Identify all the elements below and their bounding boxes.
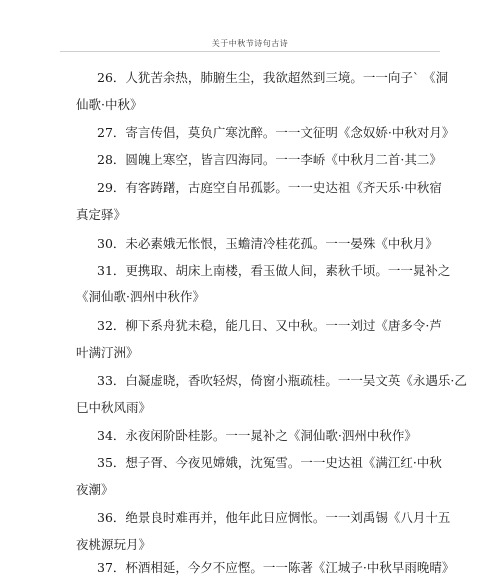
page-header-title: 关于中秋节诗句古诗 xyxy=(211,39,289,48)
poem-line-27: 27．寄言传倡，莫负广寒沈醉。一一文征明《念奴娇·中秋对月》 xyxy=(97,125,455,140)
header-divider xyxy=(60,51,440,52)
poem-line-33b: 巳中秋风雨》 xyxy=(76,400,152,415)
poem-line-26a: 26．人犹苦余热，肺腑生尘，我欲超然到三境。一一向子` 《洞 xyxy=(97,70,449,85)
poem-line-32b: 叶满汀洲》 xyxy=(76,345,139,360)
poem-line-35b: 夜潮》 xyxy=(76,482,114,497)
poem-line-26b: 仙歌·中秋》 xyxy=(76,97,143,112)
poem-line-36b: 夜桃源玩月》 xyxy=(76,537,152,552)
poem-line-29b: 真定驿》 xyxy=(76,207,127,222)
poem-line-34: 34．永夜闲阶卧桂影。一一晁补之《洞仙歌·泗州中秋作》 xyxy=(97,428,417,443)
poem-line-36a: 36．绝景良时难再并，他年此日应惆怅。一一刘禹锡《八月十五 xyxy=(97,510,451,525)
poem-line-32a: 32．柳下系舟犹未稳，能几日、又中秋。一一刘过《唐多令·芦 xyxy=(97,318,442,333)
poem-line-30: 30．未必素娥无怅恨，玉蟾清冷桂花孤。一一晏殊《中秋月》 xyxy=(97,236,438,251)
poem-line-28: 28．圆魄上寒空，皆言四海同。一一李峤《中秋月二首·其二》 xyxy=(97,152,442,167)
poem-line-35a: 35．想子胥、今夜见嫦娥，沈冤雪。一一史达祖《满江红·中秋 xyxy=(97,455,442,470)
poem-line-33a: 33．白凝虚晓，香吹轻烬，倚窗小瓶疏桂。一一吴文英《永遇乐·乙 xyxy=(97,373,467,388)
poem-line-29a: 29．有客踌躇，古庭空自吊孤影。一一史达祖《齐天乐·中秋宿 xyxy=(97,180,442,195)
poem-line-37: 37．杯酒相延，今夕不应慳。一一陈著《江城子·中秋早雨晚晴》 xyxy=(97,560,455,575)
poem-line-31b: 《洞仙歌·泗州中秋作》 xyxy=(76,289,205,304)
poem-line-31a: 31．更携取、胡床上南楼，看玉做人间，素秋千顷。一一晁补之 xyxy=(97,263,451,278)
